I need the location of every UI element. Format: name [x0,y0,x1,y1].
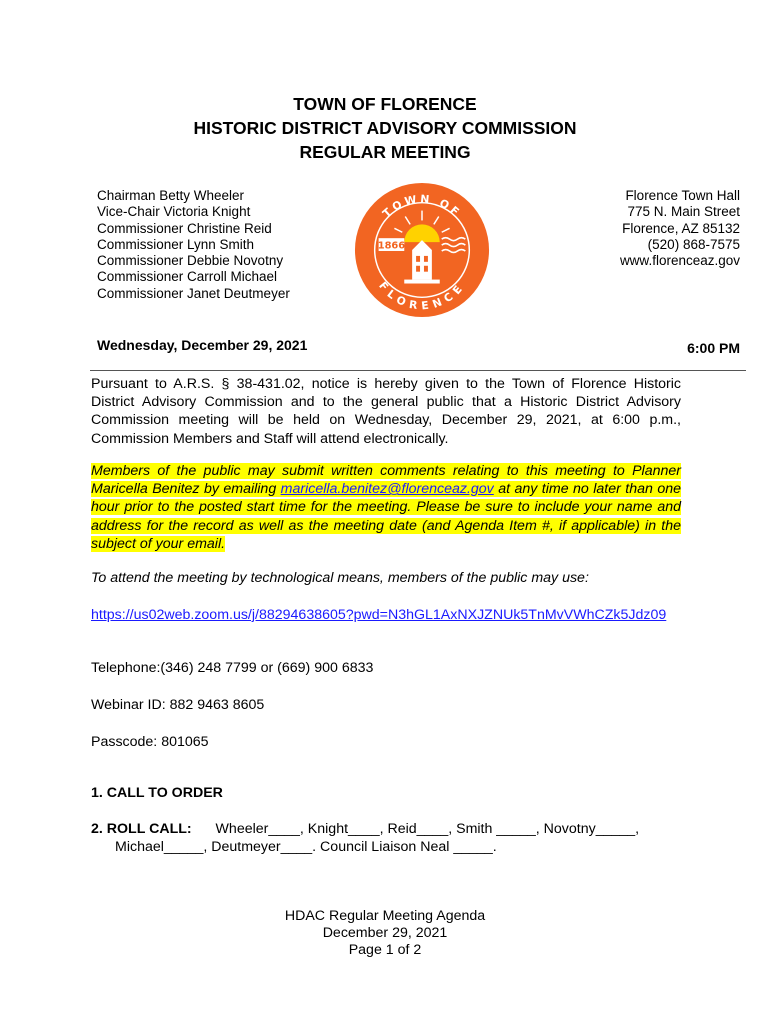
agenda-item-roll-call [91,820,686,856]
town-hall-address [620,188,740,269]
zoom-meeting-link[interactable]: https://us02web.zoom.us/j/88294638605?pwd=N3hGL1AxNXJZNUk5TnMvVWhCZk5Jdz09 [91,607,667,623]
notice-paragraph: Pursuant to A.R.S. § 38-431.02, notice is hereby given to the Town of Florence Historic District Advisory Commission and to the general public that a Historic District Advisory Commission meeting will be held on Wednesday, December 29, 2021, at 6:00 p.m., Commission Members and Staff will attend electronically. [91,376,681,447]
seal-year: 1866 [377,240,406,252]
footer-line: December 29, 2021 [322,925,448,941]
address-line: 775 N. Main Street [627,204,740,220]
public-comment-text: at any time no later than one hour prior to the posted start time for the meeting. Please be sure to include your name and address for the record as well as the meeting date (and Agenda Item #, if applicable) in the subject of your email. [91,481,681,552]
address-line: (520) 868-7575 [647,236,740,252]
title-line: REGULAR MEETING [299,142,471,162]
member-name: Chairman Betty Wheeler [97,188,245,203]
title-line: TOWN OF FLORENCE [293,94,477,114]
footer-line: HDAC Regular Meeting Agenda [284,908,486,924]
public-comment-paragraph [91,462,681,553]
member-name: Commissioner Debbie Novotny [97,253,284,269]
member-name: Commissioner Lynn Smith [97,236,255,252]
member-name: Commissioner Carroll Michael [97,269,278,285]
page-footer [0,908,770,959]
member-name: Commissioner Christine Reid [97,220,272,236]
meeting-date: Wednesday, December 29, 2021 [97,337,308,353]
meeting-time: 6:00 PM [687,340,740,356]
member-name: Vice-Chair Victoria Knight [97,204,251,220]
webinar-id: Webinar ID: 882 9463 8605 [91,697,265,713]
address-line: www.florenceaz.gov [619,253,740,269]
title-line: HISTORIC DISTRICT ADVISORY COMMISSION [193,118,577,138]
address-line: Florence Town Hall [625,188,740,203]
telephone-numbers: Telephone:(346) 248 7799 or (669) 900 6833 [91,660,374,676]
roll-call-line: Wheeler____, Knight____, Reid____, Smith _____, Novotny_____, [215,821,640,837]
planner-email-link[interactable]: maricella.benitez@florenceaz.gov [280,481,494,498]
attend-instructions: To attend the meeting by technological means, members of the public may use: [91,570,589,586]
member-name: Commissioner Janet Deutmeyer [97,285,290,301]
roll-call-line: Michael_____, Deutmeyer____. Council Liaison Neal _____. [115,839,497,856]
page-title [0,92,770,164]
footer-line: Page 1 of 2 [348,942,422,958]
svg-text:FLORENCE: FLORENCE [376,279,468,313]
agenda-item-call-to-order: 1. CALL TO ORDER [91,785,223,801]
divider [90,370,746,371]
svg-text:TOWN OF: TOWN OF [380,192,464,221]
passcode: Passcode: 801065 [91,734,209,750]
commission-members-list [97,188,290,302]
address-line: Florence, AZ 85132 [622,220,740,236]
town-seal-logo [353,181,491,319]
public-comment-text: Members of the public may submit written comments relating to this meeting to Planner Maricella Benitez by emailing [91,463,681,498]
roll-call-label: 2. ROLL CALL: [91,821,192,837]
